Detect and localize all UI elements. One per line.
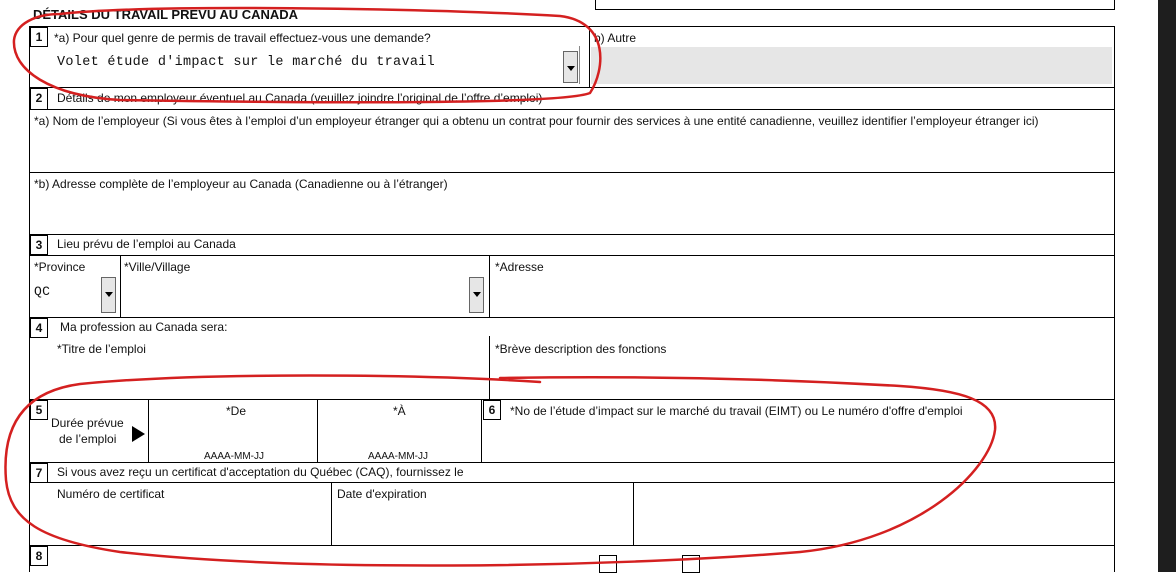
work-permit-type-value: Volet étude d'impact sur le marché du travail (57, 55, 436, 70)
city-label: *Ville/Village (124, 260, 191, 274)
job-description-label: *Brève description des fonctions (495, 342, 667, 356)
province-label: *Province (34, 260, 86, 274)
duration-label-line2: de l’emploi (59, 432, 117, 446)
q1-number: 1 (30, 27, 48, 47)
q4-number: 4 (30, 318, 48, 338)
start-date-format: AAAA-MM-JJ (204, 451, 264, 462)
q6-number: 6 (483, 400, 501, 420)
q3-number: 3 (30, 235, 48, 255)
q4-label: Ma profession au Canada sera: (60, 320, 228, 334)
q2a-label: *a) Nom de l’employeur (Si vous êtes à l’emploi d’un employeur étranger qui a obtenu un contrat pour fournir des services à une entité canadienne, veuillez identifier l’employeur étranger ici) (34, 114, 1039, 128)
q2-label: Détails de mon employeur éventuel au Canada (veuillez joindre l’original de l’offre d’emploi) (57, 91, 543, 105)
q3-label: Lieu prévu de l’emploi au Canada (57, 237, 236, 251)
from-label: *De (226, 404, 247, 418)
q2b-label: *b) Adresse complète de l’employeur au Canada (Canadienne ou à l’étranger) (34, 177, 448, 191)
q7-number: 7 (30, 463, 48, 483)
q1-label-b: b) Autre (594, 31, 637, 45)
annotation-circle-q1 (14, 8, 600, 102)
caq-label: Si vous avez reçu un certificat d'acceptation du Québec (CAQ), fournissez le (57, 465, 464, 479)
q5-number: 5 (30, 400, 48, 420)
to-label: *À (393, 404, 406, 418)
lmia-label: *No de l’étude d’impact sur le marché du travail (EIMT) ou Le numéro d'offre d'emploi (510, 404, 963, 418)
annotation-circle-q5-q7 (5, 376, 995, 566)
duration-label-line1: Durée prévue (51, 416, 124, 430)
q8-number: 8 (30, 546, 48, 566)
q1-label-a: *a) Pour quel genre de permis de travail effectuez-vous une demande? (54, 31, 431, 45)
section-title: DÉTAILS DU TRAVAIL PRÉVU AU CANADA (33, 7, 299, 22)
q2-number: 2 (30, 88, 48, 110)
end-date-format: AAAA-MM-JJ (368, 451, 428, 462)
address-label: *Adresse (495, 260, 544, 274)
certificate-number-label: Numéro de certificat (57, 487, 165, 501)
job-title-label: *Titre de l’emploi (57, 342, 146, 356)
province-value: QC (34, 284, 51, 299)
expiry-date-label: Date d'expiration (337, 487, 427, 501)
